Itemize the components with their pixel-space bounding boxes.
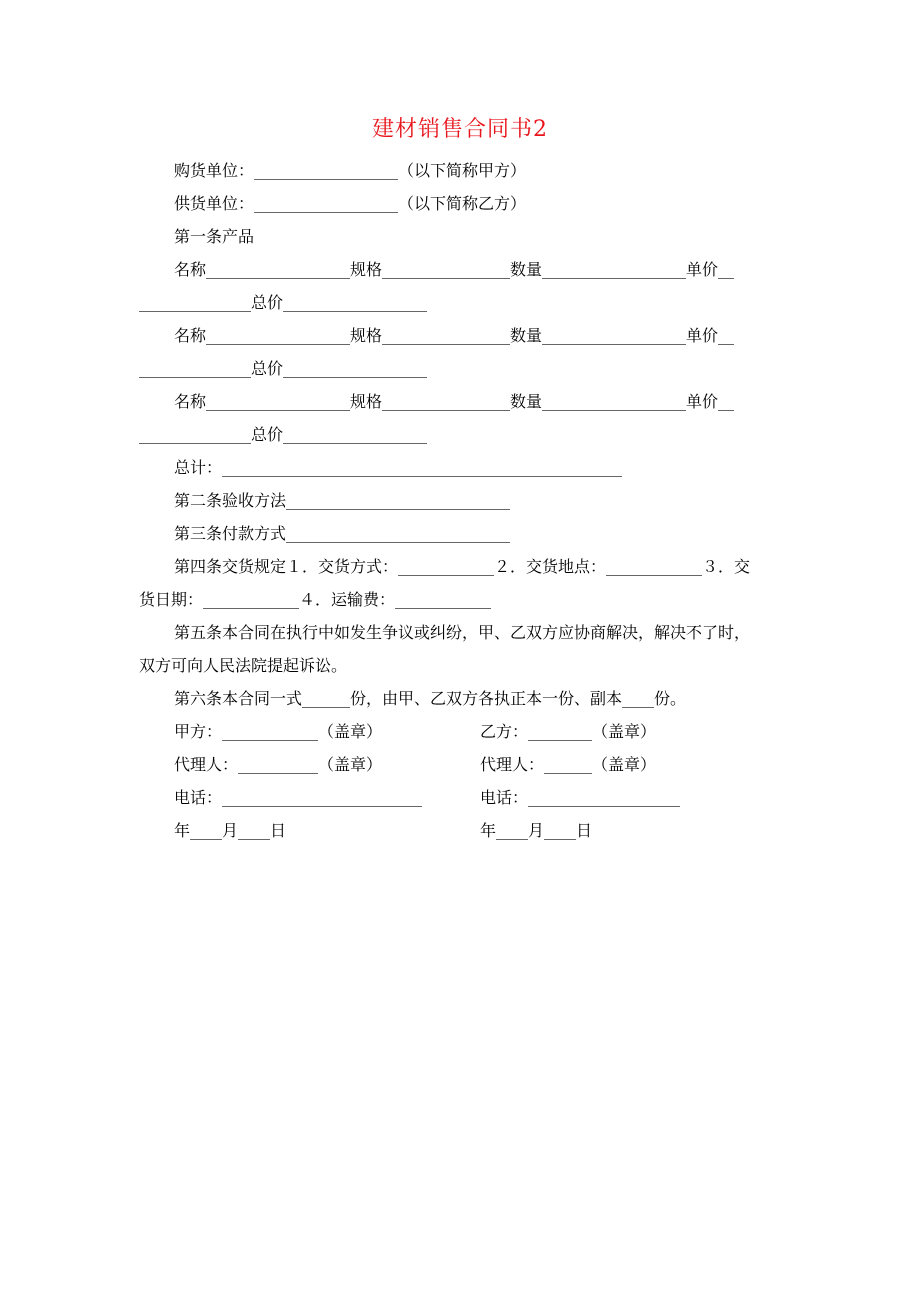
article6-line: 第六条本合同一式______份，由甲、乙双方各执正本一份、副本____份。 <box>174 689 687 708</box>
product-row-1: 名称__________________规格________________数量__________________单价__ <box>174 260 735 279</box>
agent-b-signature: 代理人：______（盖章） <box>480 755 657 774</box>
total-line: 总计：__________________________________________________ <box>174 458 623 477</box>
phone-a-line: 电话：_________________________ <box>174 788 423 807</box>
seller-line: 供货单位：__________________（以下简称乙方） <box>174 194 527 213</box>
article1-heading: 第一条产品 <box>174 227 255 246</box>
phone-b-line: 电话：___________________ <box>480 788 681 807</box>
document-title: 建材销售合同书2 <box>372 117 548 142</box>
product-row-1-cont: ______________总价__________________ <box>139 293 428 312</box>
product-row-3: 名称__________________规格________________数量__________________单价__ <box>174 392 735 411</box>
buyer-line: 购货单位：__________________（以下简称甲方） <box>174 161 527 180</box>
article5-line-2: 双方可向人民法院提起诉讼。 <box>139 656 348 675</box>
date-b-line: 年____月____日 <box>480 821 593 840</box>
article5-line-1: 第五条本合同在执行中如发生争议或纠纷，甲、乙双方应协商解决，解决不了时， <box>174 623 751 642</box>
product-row-2-cont: ______________总价__________________ <box>139 359 428 378</box>
article4-line-2: 货日期：____________４．运输费：____________ <box>139 590 492 609</box>
date-a-line: 年____月____日 <box>174 821 287 840</box>
article2-line: 第二条验收方法____________________________ <box>174 491 511 510</box>
product-row-3-cont: ______________总价__________________ <box>139 425 428 444</box>
party-b-signature: 乙方：________（盖章） <box>480 722 657 741</box>
article4-line-1: 第四条交货规定１．交货方式：____________２．交货地点：____________３．交 <box>174 557 751 576</box>
agent-a-signature: 代理人：__________（盖章） <box>174 755 383 774</box>
article3-line: 第三条付款方式____________________________ <box>174 524 511 543</box>
party-a-signature: 甲方：____________（盖章） <box>174 722 383 741</box>
product-row-2: 名称__________________规格________________数量__________________单价__ <box>174 326 735 345</box>
